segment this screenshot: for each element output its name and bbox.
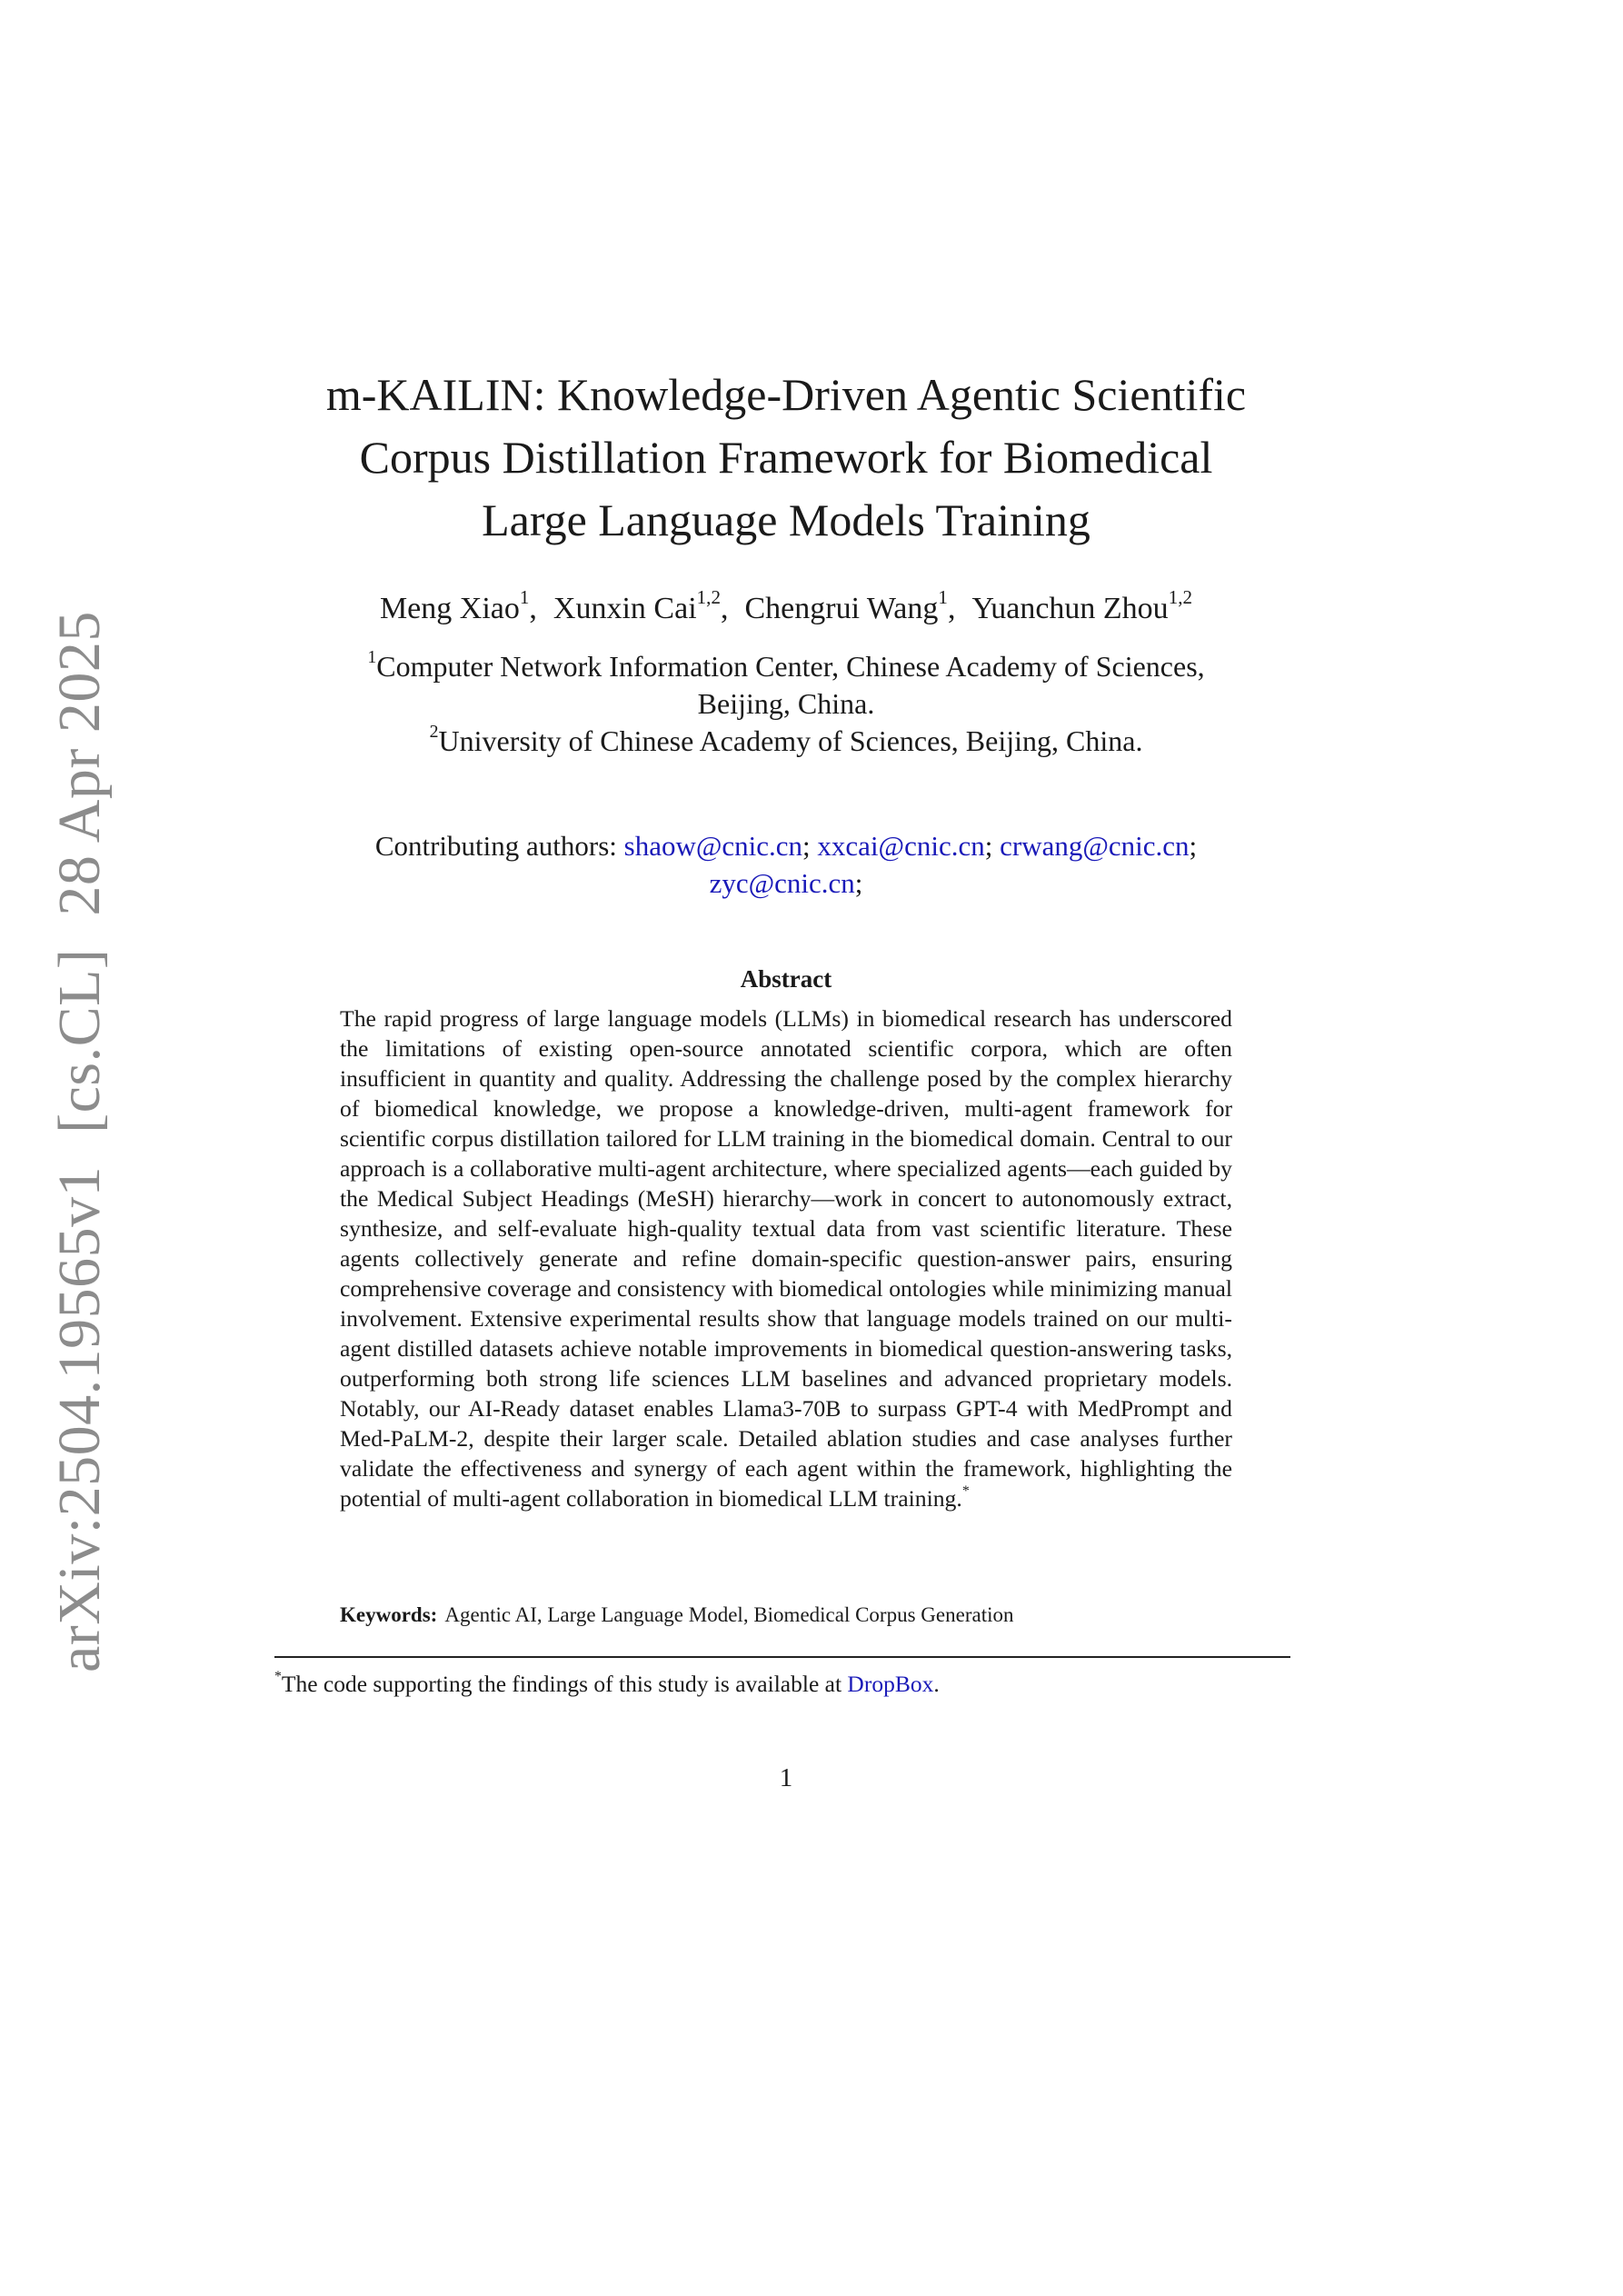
author-list: Meng Xiao$^1$, Xunxin Cai$^{1,2}$, Chengrui Wang$^1$, Yuanchun Zhou$^{1,2}$ [379,586,1193,625]
email-link[interactable]: shaow@cnic.cn [623,830,803,862]
email-link[interactable]: crwang@cnic.cn [1000,830,1190,862]
keywords-text: Agentic AI, Large Language Model, Biomedical Corpus Generation [444,1603,1014,1626]
keywords-label: Keywords: [340,1603,438,1626]
footnote-marker[interactable]: * [961,1483,970,1500]
dropbox-link[interactable]: DropBox [847,1671,934,1697]
arxiv-identifier-stamp[interactable] [45,578,115,1672]
footnote-divider [274,1656,1290,1658]
arxiv-id: arXiv:2504.19565v1 [46,1165,113,1672]
page-number: 1 [779,1763,793,1792]
contributing-authors: Contributing authors: shaow@cnic.cn; xxcai@cnic.cn; crwang@cnic.cn; zyc@cnic.cn; [374,830,1198,899]
abstract-heading: Abstract [740,965,832,993]
title-line: m-KAILIN: Knowledge-Driven Agentic Scientific [325,369,1247,420]
contributing-label: Contributing authors: [374,830,617,862]
author-name: Yuanchun Zhou$^{1,2}$ [971,586,1193,625]
title-line: Large Language Models Training [482,494,1090,545]
abstract-text: The rapid progress of large language models (LLMs) in biomedical research has underscored the limitations of existing open-source annotated scientific corpora, which are often insufficient in quantity and quality. Addressing the challenge posed by the complex hierarchy of biomedical knowledge, we propose a knowledge-driven, multi-agent framework for scientific corpus distillation tailored for LLM training in the biomedical domain. Central to our approach is a collaborative multi-agent architecture, where specialized agents—each guided by the Medical Subject Headings (MeSH) hierarchy—work in concert to autonomously extract, synthesize, and self-evaluate high-quality textual data from vast scientific literature. These agents collectively generate and refine domain-specific question-answer pairs, ensuring comprehensive coverage and consistency with biomedical ontologies while minimizing manual involvement. Extensive experimental results show that language models trained on our multi-agent distilled datasets achieve notable improvements in biomedical question-answering tasks, outperforming both strong life sciences LLM baselines and advanced proprietary models. Notably, our AI-Ready dataset enables Llama3-70B to surpass GPT-4 with MedPrompt and Med-PaLM-2, despite their larger scale. Detailed ablation studies and case analyses further validate the effectiveness and synergy of each agent within the framework, highlighting the potential of multi-agent collaboration in biomedical LLM training. [340,1005,1232,1512]
email-link[interactable]: zyc@cnic.cn [709,867,855,899]
affiliation-2: $^2$University of Chinese Academy of Sciences, Beijing, China. [429,722,1143,757]
email-link[interactable]: xxcai@cnic.cn [817,830,985,862]
footnote-mark: * [274,1669,282,1685]
title-line: Corpus Distillation Framework for Biomedical [359,432,1213,483]
arxiv-category: [cs.CL] [46,948,113,1133]
author-name: Chengrui Wang$^1$ [744,586,948,625]
author-name: Xunxin Cai$^{1,2}$ [553,586,721,625]
footnote-text: The code supporting the findings of this study is available at [281,1671,848,1697]
abstract-body [340,1003,1232,1513]
arxiv-date: 28 Apr 2025 [46,611,113,916]
footnote: *The code supporting the findings of this study is available at DropBox. [274,1669,940,1697]
paper-title [264,364,1309,552]
keywords [340,1602,1232,1629]
affiliations [264,648,1309,760]
author-name: Meng Xiao$^1$ [379,586,530,625]
affiliation-1: $^1$Computer Network Information Center, Chinese Academy of Sciences, [367,647,1205,683]
affiliation-1-continued: Beijing, China. [697,687,875,720]
